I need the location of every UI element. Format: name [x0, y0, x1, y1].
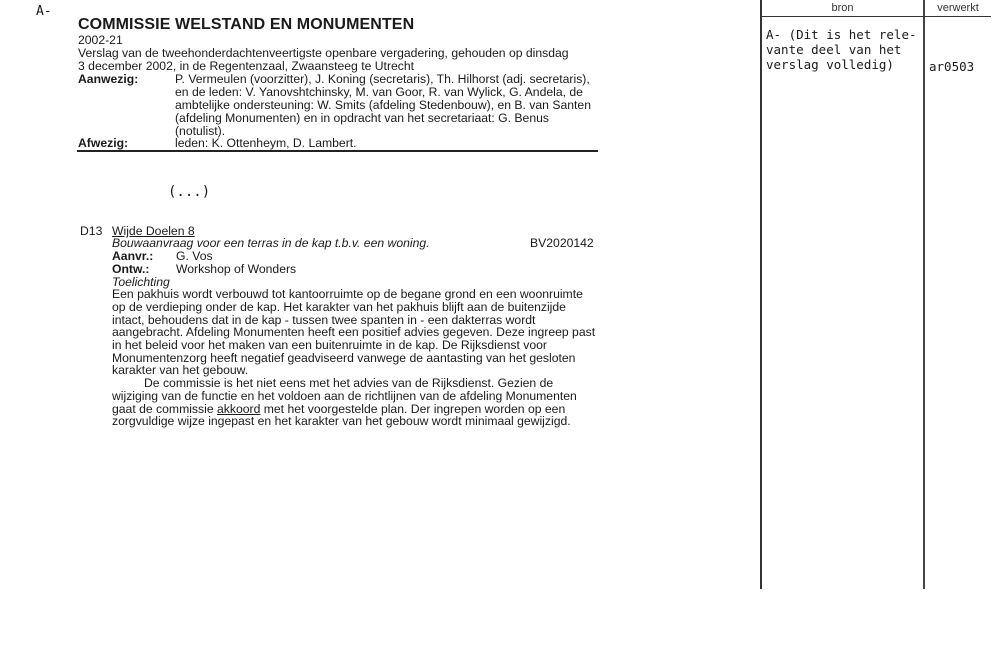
item-reference: BV2020142 [530, 236, 594, 250]
report-intro-line: 3 december 2002, in de Regentenzaal, Zwaansteeg te Utrecht [78, 59, 415, 73]
paragraph-line: Monumentenzorg heeft negatief geadviseerd vanwege de aantasting van het gesloten [112, 351, 576, 365]
column-header-processed: verwerkt [937, 2, 979, 14]
report-title: COMMISSIE WELSTAND EN MONUMENTEN [78, 16, 415, 33]
absent-label: Afwezig: [78, 136, 129, 150]
present-line: ambtelijke ondersteuning: W. Smits (afdeling Stedenbouw), en B. van Santen [175, 98, 591, 112]
absent-value: leden: K. Ottenheym, D. Lambert. [175, 136, 357, 150]
present-line: P. Vermeulen (voorzitter), J. Koning (secretaris), Th. Hilhorst (adj. secretaris), [175, 72, 590, 86]
present-line: (notulist). [175, 124, 226, 138]
paragraph-line: karakter van het gebouw. [112, 363, 249, 377]
report-intro-line: Verslag van de tweehonderdachtenveertigste openbare vergadering, gehouden op dinsdag [78, 46, 569, 60]
table-column-divider [923, 0, 925, 589]
applicant-value: G. Vos [176, 249, 213, 263]
paragraph-line: op de verdieping onder de kap. Het karakter van het pakhuis blijft aan de buitenzijde [112, 300, 566, 314]
margin-mark: A- [36, 4, 52, 19]
processed-code: ar0503 [929, 59, 975, 74]
table-left-border [760, 0, 762, 589]
item-title: Wijde Doelen 8 [112, 224, 195, 238]
item-code: D13 [80, 224, 103, 238]
applicant-label: Aanvr.: [112, 249, 154, 263]
omission-marker: (...) [168, 184, 211, 200]
approval-word: akkoord [217, 402, 261, 416]
present-line: en de leden: V. Yanovshtchinsky, M. van Goor, R. van Wylick, G. Andela, de [175, 85, 583, 99]
paragraph-line: zorgvuldige wijze ingepast en het karakter van het gebouw wordt minimaal gewijzigd. [112, 414, 571, 428]
designer-label: Ontw.: [112, 262, 150, 276]
source-note: A- (Dit is het rele- vante deel van het verslag volledig) [766, 27, 917, 72]
paragraph-text: met het voorgestelde plan. Der ingrepen worden op een [260, 402, 566, 416]
table-header-border [761, 16, 991, 17]
paragraph-line: aangebracht. Afdeling Monumenten heeft een positief advies gegeven. Deze ingreep past [112, 325, 596, 339]
explanation-label: Toelichting [112, 275, 170, 289]
paragraph-line: in het beleid voor het maken van een buitenruimte in de kap. De Rijksdienst voor [112, 338, 547, 352]
header-divider [77, 150, 598, 152]
paragraph-line: De commissie is het niet eens met het advies van de Rijksdienst. Gezien de [144, 376, 554, 390]
column-header-source: bron [831, 2, 854, 14]
item-subtitle: Bouwaanvraag voor een terras in de kap t.b.v. een woning. [112, 236, 430, 250]
paragraph-line: Een pakhuis wordt verbouwd tot kantoorruimte op de begane grond en een woonruimte [112, 287, 583, 301]
present-line: (afdeling Monumenten) en in opdracht van het secretariaat: G. Benus [175, 111, 549, 125]
designer-value: Workshop of Wonders [176, 262, 297, 276]
paragraph-line: wijziging van de functie en het voldoen aan de richtlijnen van de afdeling Monumenten [112, 389, 577, 403]
paragraph-line: intact, behoudens dat in de kap - tussen twee spanten in - een dakterras wordt [112, 313, 536, 327]
present-label: Aanwezig: [78, 72, 139, 86]
report-number: 2002-21 [78, 33, 123, 47]
paragraph-text: gaat de commissie [112, 402, 217, 416]
